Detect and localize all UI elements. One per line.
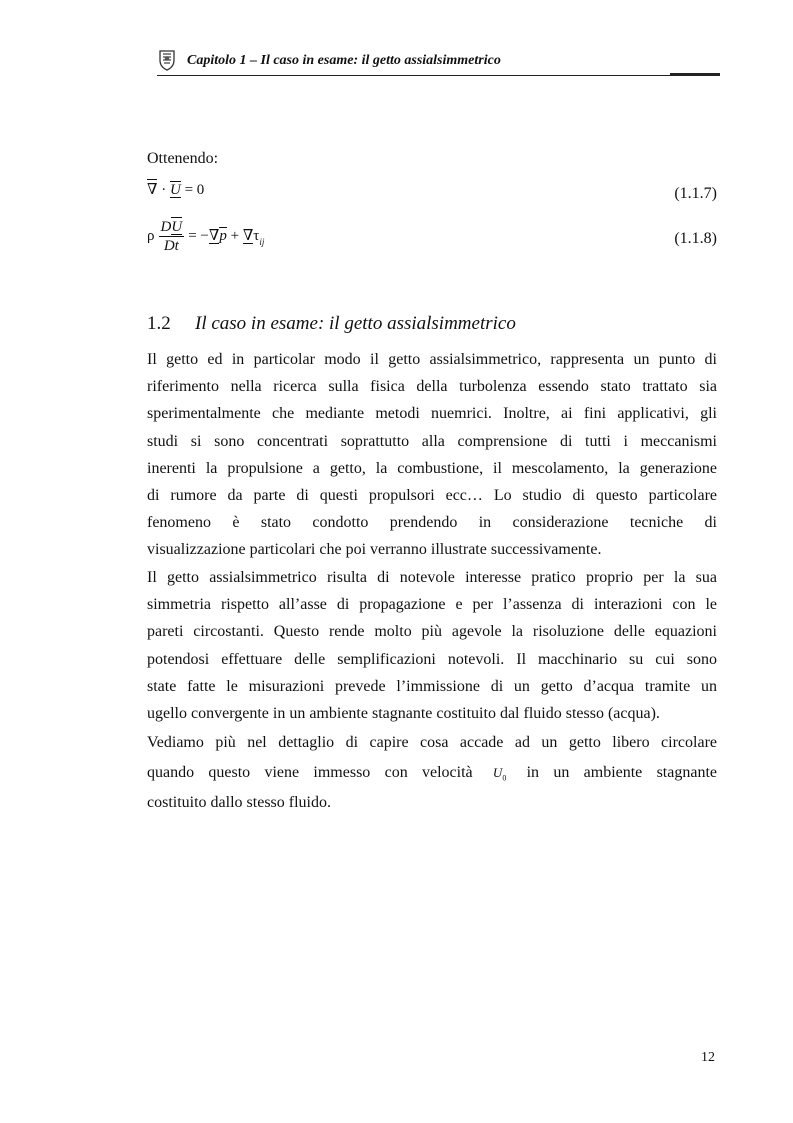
velocity-symbol: $U_0$ <box>492 765 507 783</box>
equation-1-1-7 <box>147 180 717 220</box>
text-segment: quando questo viene immesso con velocità <box>147 764 473 781</box>
header-rule-accent <box>670 73 720 75</box>
text-segment: in un ambiente stagnante <box>526 764 717 781</box>
text-line: Il getto assialsimmetrico risulta di notevole interesse pratico proprio per la sua <box>147 569 717 586</box>
text-line: potendosi effettuare delle semplificazioni notevoli. Il macchinario su cui sono <box>147 650 717 668</box>
text-line: simmetria rispetto all’asse di propagazione e per l’assenza di interazioni con le <box>147 596 717 614</box>
text-line: Il getto ed in particolar modo il getto assialsimmetrico, rappresenta un punto di <box>147 351 717 368</box>
text-line: costituito dallo stesso fluido. <box>147 794 331 811</box>
text-line: fenomeno è stato condotto prendendo in considerazione tecniche di <box>147 514 717 532</box>
paragraph-3 <box>147 728 717 818</box>
text-line: riferimento nella ricerca sulla fisica della turbolenza essendo stato trattato sia <box>147 378 717 396</box>
equation-formula: ∇ · U = 0 <box>147 182 205 198</box>
page-number: 12 <box>701 1050 715 1065</box>
text-line: ugello convergente in un ambiente stagnante costituito dal fluido stesso (acqua). <box>147 704 660 722</box>
running-header: Capitolo 1 – Il caso in esame: il getto assialsimmetrico <box>187 53 501 68</box>
section-heading <box>147 313 516 335</box>
text-line: pareti circostanti. Questo rende molto più agevole la risoluzione delle equazioni <box>147 623 717 641</box>
section-title: Il caso in esame: il getto assialsimmetrico <box>195 313 516 334</box>
text-line: state fatte le misurazioni prevede l’immissione di un getto d’acqua tramite un <box>147 677 717 695</box>
text-line: inerenti la propulsione a getto, la combustione, il mescolamento, la generazione <box>147 459 717 477</box>
text-line: visualizzazione particolari che poi verranno illustrate successivamente. <box>147 541 602 559</box>
intro-text: Ottenendo: <box>147 150 219 167</box>
paragraph-1 <box>147 346 717 564</box>
text-line: di rumore da parte di questi propulsori ecc… Lo studio di questo particolare <box>147 486 717 504</box>
equation-1-1-8 <box>147 218 717 264</box>
equation-formula: ρ $\frac{DU}{Dt}$ = $-\nabla p + \nabla\tau_{ij}$ <box>147 219 265 254</box>
equation-number: (1.1.7) <box>674 185 717 202</box>
text-line-with-symbol <box>147 758 717 788</box>
equation-number: (1.1.8) <box>674 230 717 247</box>
text-line: studi si sono concentrati soprattutto alla comprensione di tutti i meccanismi <box>147 432 717 450</box>
section-number: 1.2 <box>147 313 171 334</box>
university-crest-icon <box>157 49 177 71</box>
header-rule <box>157 75 720 76</box>
text-line: sperimentalmente che mediante metodi nuemrici. Inoltre, ai fini applicativi, gli <box>147 405 717 423</box>
text-line: Vediamo più nel dettaglio di capire cosa accade ad un getto libero circolare <box>147 734 717 751</box>
paragraph-2 <box>147 564 717 727</box>
